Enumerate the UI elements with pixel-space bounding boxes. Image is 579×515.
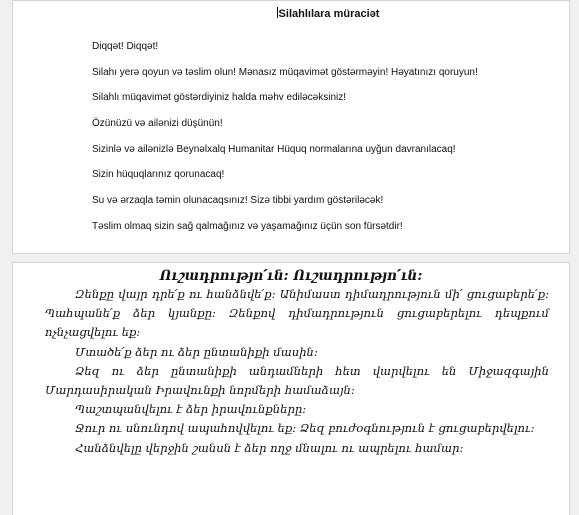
document-line: Özünüzü və ailənizi düşünün!	[92, 118, 223, 130]
document-title: Ուշադրությո՛ւն: Ուշադրությո՛ւն:	[159, 268, 423, 284]
document-title-text: Silahlılara müraciət	[278, 8, 380, 20]
text-cursor	[277, 7, 278, 18]
document-page-azerbaijani	[12, 0, 570, 254]
document-line: Su və ərzaqla təmin olunacaqsınız! Sizə tibbi yardım göstəriləcək!	[92, 195, 384, 207]
document-body	[92, 41, 559, 247]
document-paragraph: Ջուր ու սնունդով ապահովվելու եք: Ձեզ բուժօգնություն է ցուցաբերվելու:	[75, 421, 535, 436]
document-line: Sizin hüquqlarınız qorunacaq!	[92, 169, 225, 181]
document-page-armenian	[12, 262, 570, 515]
document-line: Diqqət! Diqqət!	[92, 41, 159, 52]
document-paragraph: Հանձնվելը վերջին շանսն է ձեր ողջ մնալու ու ապրելու համար:	[75, 440, 464, 455]
document-body	[45, 285, 549, 458]
document-paragraph: Զենքը վայր դրե՛ք ու հանձնվե՛ք: Անիմաստ դիմադրություն մի՛ ցուցաբերե՛ք: Պահպանե՛ք ձեր կյանքը: Զենքով դիմադրություն ցուցաբերելու դեպքում ոչնչացվելու եք:	[45, 287, 549, 340]
document-line: Təslim olmaq sizin sağ qalmağınız və yaşamağınız üçün son fürsətdir!	[92, 220, 403, 232]
document-line: Sizinlə və ailənizlə Beynəlxalq Humanitar Hüquq normalarına uyğun davranılacaq!	[92, 143, 456, 155]
document-line: Silahlı müqavimət göstərdiyiniz halda məhv ediləcəksiniz!	[92, 92, 347, 104]
document-paragraph: Մտածե՛ք ձեր ու ձեր ընտանիքի մասին:	[75, 344, 318, 359]
document-paragraph: Պաշտպանվելու է ձեր իրավունքները:	[75, 402, 307, 417]
document-title	[13, 7, 569, 20]
document-line: Silahı yerə qoyun və təslim olun! Mənasız müqavimət göstərməyin! Həyatınızı qoruyun!	[92, 66, 478, 78]
document-paragraph: Ձեզ ու ձեր ընտանիքի անդամների հետ վարվելու են Միջազգային Մարդասիրական Իրավունքի նորմերի համաձայն:	[45, 363, 549, 398]
